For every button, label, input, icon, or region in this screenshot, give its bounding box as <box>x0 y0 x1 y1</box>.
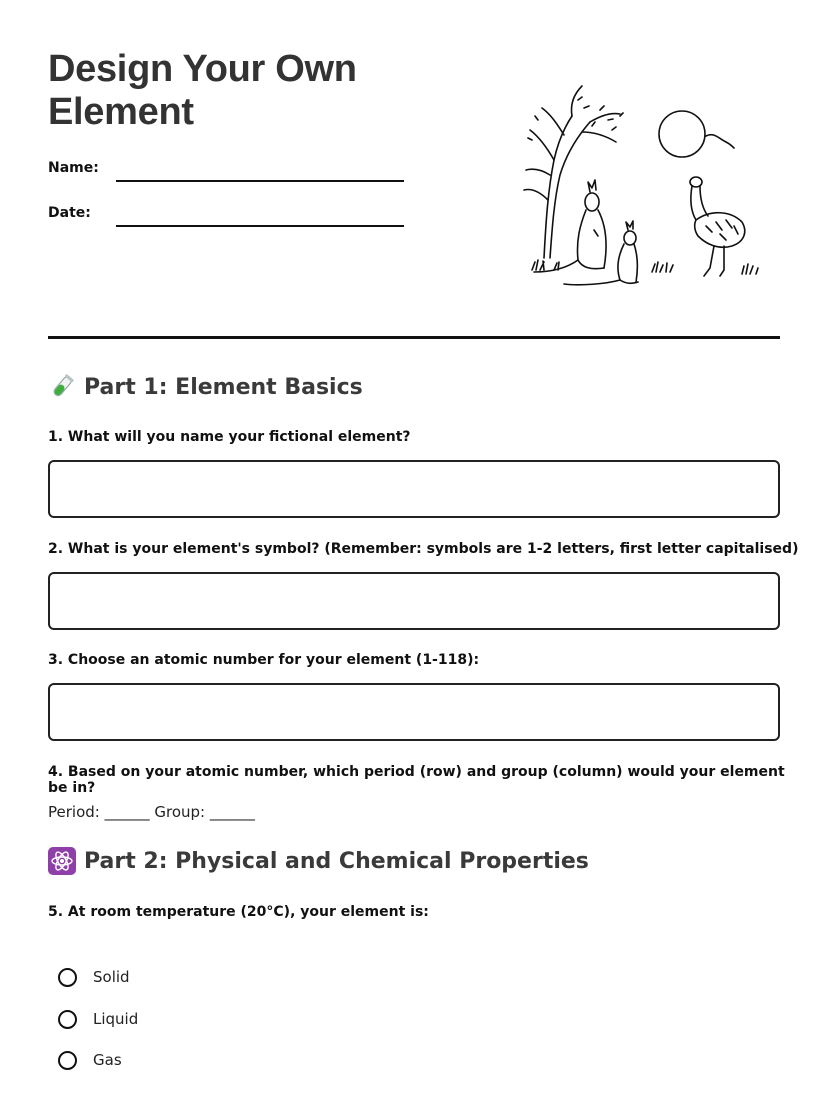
page-title: Design Your Own Element <box>48 48 357 133</box>
answer-box-2[interactable] <box>48 572 780 630</box>
question-5: 5. At room temperature (20°C), your element is: <box>48 904 429 920</box>
period-group-line[interactable]: Period: ______ Group: ______ <box>48 803 255 821</box>
option-liquid[interactable] <box>58 1007 138 1031</box>
section-divider <box>48 336 780 339</box>
part1-heading-text: Part 1: Element Basics <box>84 374 363 400</box>
option-solid[interactable] <box>58 965 130 989</box>
test-tube-icon <box>48 373 76 401</box>
date-field[interactable] <box>48 205 408 235</box>
answer-box-1[interactable] <box>48 460 780 518</box>
part2-heading-text: Part 2: Physical and Chemical Properties <box>84 848 589 874</box>
question-3: 3. Choose an atomic number for your element (1-118): <box>48 652 480 668</box>
question-4: 4. Based on your atomic number, which period (row) and group (column) would your element be in? <box>48 764 785 796</box>
name-field[interactable] <box>48 160 408 190</box>
radio-circle-solid[interactable] <box>58 968 77 987</box>
part1-heading <box>48 373 363 401</box>
australian-animals-illustration <box>520 80 770 290</box>
option-label: Solid <box>93 968 130 986</box>
date-label: Date: <box>48 205 91 221</box>
name-write-line[interactable] <box>116 180 404 182</box>
radio-circle-gas[interactable] <box>58 1051 77 1070</box>
answer-box-3[interactable] <box>48 683 780 741</box>
option-gas[interactable] <box>58 1048 122 1072</box>
question-1: 1. What will you name your fictional element? <box>48 429 411 445</box>
question-2: 2. What is your element's symbol? (Remember: symbols are 1-2 letters, first letter capitalised) <box>48 541 799 557</box>
atom-icon <box>48 847 76 875</box>
part2-heading <box>48 847 589 875</box>
radio-circle-liquid[interactable] <box>58 1010 77 1029</box>
option-label: Liquid <box>93 1010 139 1028</box>
name-label: Name: <box>48 160 99 176</box>
option-label: Gas <box>93 1051 122 1069</box>
date-write-line[interactable] <box>116 225 404 227</box>
